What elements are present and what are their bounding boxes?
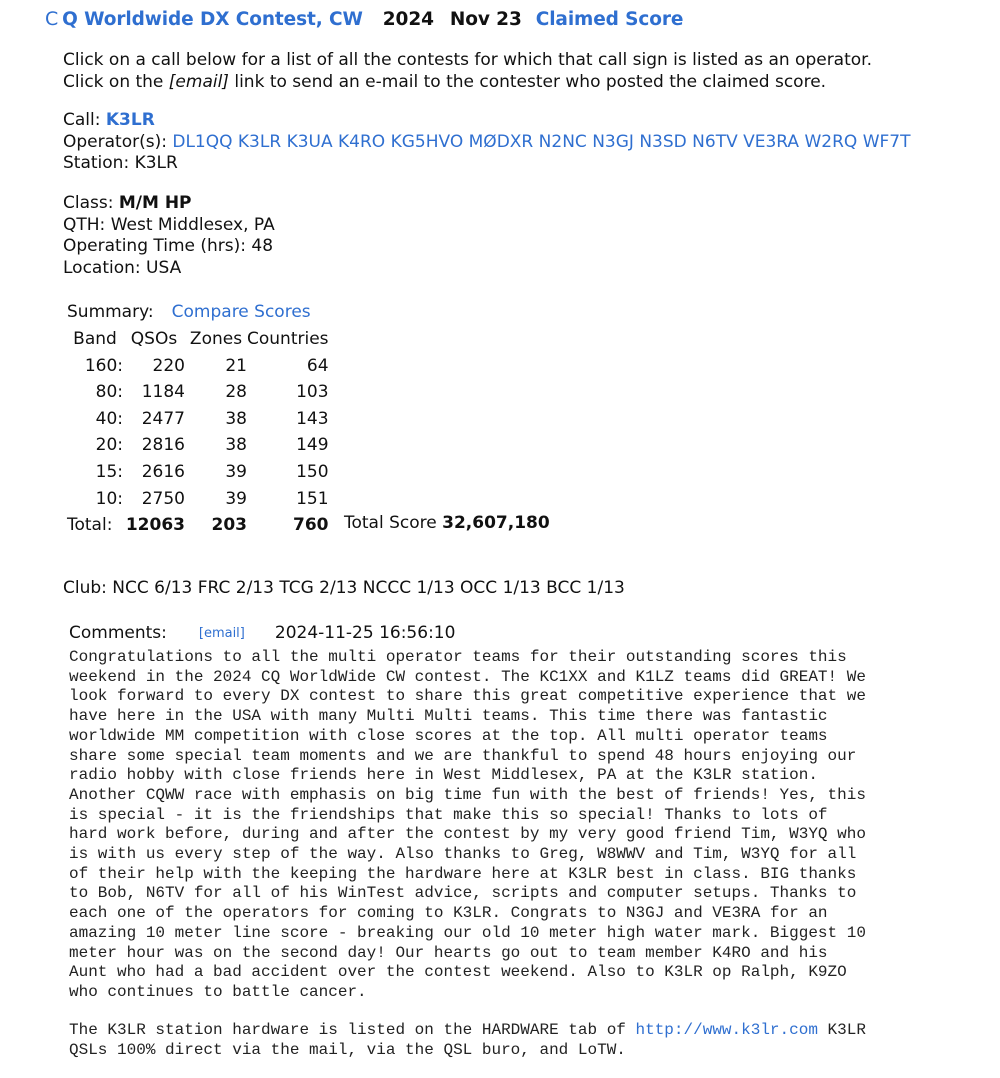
operator-link[interactable]: N3GJ [592, 131, 634, 152]
intro-line-2-post: link to send an e-mail to the contester who posted the claimed score. [228, 71, 827, 92]
qsos-cell: 2816 [141, 435, 185, 456]
zones-cell: 28 [225, 382, 247, 403]
qsos-cell: 1184 [141, 382, 185, 403]
countries-cell: 103 [296, 382, 329, 403]
zones-cell: 38 [225, 435, 247, 456]
call-label: Call: [63, 110, 106, 130]
operator-link[interactable]: VE3RA [743, 131, 800, 152]
qth-row [63, 215, 275, 237]
qsos-cell: 220 [152, 355, 185, 376]
operator-link[interactable]: K4RO [338, 131, 386, 152]
col-zones: Zones [189, 329, 243, 349]
station-label: Station: [63, 153, 135, 173]
footer-text-post: K3LR QSLs 100% direct via the mail, via the QSL buro, and LoTW. [69, 1021, 866, 1059]
operator-link[interactable]: N3SD [639, 131, 687, 152]
class-label: Class: [63, 193, 119, 213]
operators-row [63, 132, 911, 154]
operator-link[interactable]: KG5HVO [390, 131, 464, 152]
operator-link[interactable]: N6TV [692, 131, 738, 152]
operator-link[interactable]: WF7T [862, 131, 911, 152]
total-score-value: 32,607,180 [442, 513, 550, 533]
summary-header-row [67, 326, 329, 353]
station-info [63, 110, 911, 175]
summary-row [67, 379, 329, 406]
summary-total-row [67, 512, 329, 539]
summary-body [67, 353, 329, 513]
band-cell: 15: [95, 461, 123, 482]
contest-date: Nov 23 [449, 9, 522, 30]
band-cell: 40: [95, 408, 123, 429]
band-cell: 10: [95, 488, 123, 509]
zones-cell: 21 [225, 355, 247, 376]
comments-header [69, 623, 455, 643]
summary-label: Summary: [67, 302, 154, 322]
intro-line-2 [63, 72, 872, 94]
summary-row [67, 459, 329, 486]
operator-link[interactable]: MØDXR [468, 131, 534, 152]
countries-cell: 150 [296, 461, 329, 482]
intro-text [63, 50, 872, 93]
countries-cell: 149 [296, 435, 329, 456]
k3lr-website-link[interactable]: http://www.k3lr.com [635, 1021, 818, 1039]
total-label: Total: [67, 515, 113, 536]
operator-link[interactable]: K3UA [286, 131, 333, 152]
band-cell: 160: [84, 355, 123, 376]
op-time-label: Operating Time (hrs): [63, 236, 252, 256]
col-countries: Countries [247, 329, 329, 349]
total-zones: 203 [211, 515, 247, 536]
compare-scores-link[interactable]: Compare Scores [171, 302, 311, 322]
operators-label: Operator(s): [63, 131, 173, 152]
band-cell: 80: [95, 382, 123, 403]
total-score [344, 513, 550, 533]
band-cell: 20: [95, 435, 123, 456]
summary-table [67, 326, 329, 539]
qth-label: QTH: [63, 214, 111, 235]
comment-footer [69, 1021, 866, 1060]
operator-link[interactable]: N2NC [538, 131, 587, 152]
total-score-label: Total Score [344, 513, 437, 533]
comment-text: Congratulations to all the multi operator teams for their outstanding scores this weekend in the 2024 CQ WorldWide CW contest. The KC1XX and K1LZ teams did GREAT! We look forward to every DX contest to share this great competitive experience that we have here in the USA with many Multi Multi teams. This time there was fantastic worldwide MM competition with close scores at the top. All multi operator teams share some special team moments and we are thankful to spend 48 hours enjoying our radio hobby with close friends here in West Middlesex, PA at the K3LR station. Another CQWW race with emphasis on big time fun with the best of friends! Yes, this is special - it is the friendships that make this so special! Thanks to lots of hard work before, during and after the contest by my very good friend Tim, W3YQ who is with us every step of the way. Also thanks to Greg, W8WWV and Tim, W3YQ for all of their help with the keeping the hardware here at K3LR best in class. BIG thanks to Bob, N6TV for all of his WinTest advice, scripts and computer setups. Thanks to each one of the operators for coming to K3LR. Congrats to N3GJ and VE3RA for an amazing 10 meter line score - breaking our old 10 meter high water mark. Biggest 10 meter hour was on the second day! Our hearts go out to team member K4RO and his Aunt who had a bad accident over the contest weekend. Also to K3LR op Ralph, K9ZO who continues to battle cancer. [69, 648, 866, 1001]
location-row [63, 258, 275, 280]
summary-title-row [67, 300, 329, 324]
page-header [45, 8, 683, 30]
intro-line-2-pre: Click on the [63, 71, 169, 92]
call-row [63, 110, 911, 132]
op-time-row [63, 236, 275, 258]
class-info [63, 193, 275, 279]
intro-line-1: Click on a call below for a list of all the contests for which that call sign is listed as an operator. [63, 50, 873, 70]
summary-section [67, 300, 329, 539]
zones-cell: 38 [225, 408, 247, 429]
total-qsos: 12063 [125, 515, 185, 536]
qsos-cell: 2477 [141, 408, 185, 429]
intro-email-ref: [email] [168, 71, 229, 92]
qsos-cell: 2616 [141, 461, 185, 482]
class-value: M/M HP [118, 193, 192, 213]
comments-label: Comments: [69, 623, 167, 643]
operator-link[interactable]: DL1QQ [172, 131, 233, 152]
countries-cell: 143 [296, 408, 329, 429]
footer-text-pre: The K3LR station hardware is listed on the HARDWARE tab of [69, 1021, 636, 1039]
countries-cell: 151 [296, 488, 329, 509]
summary-row [67, 486, 329, 513]
operators-list [172, 132, 910, 152]
email-link[interactable]: [email] [198, 626, 245, 641]
location-value: USA [146, 257, 182, 278]
class-row [63, 193, 275, 215]
comment-timestamp: 2024-11-25 16:56:10 [274, 623, 456, 643]
location-label: Location: [63, 257, 147, 278]
countries-cell: 64 [306, 355, 329, 376]
summary-row [67, 432, 329, 459]
total-countries: 760 [293, 515, 329, 536]
zones-cell: 39 [225, 461, 247, 482]
header-mark: C [45, 8, 59, 30]
summary-row [67, 406, 329, 433]
qth-value: West Middlesex, PA [110, 214, 275, 235]
contest-year: 2024 [382, 9, 434, 30]
col-band: Band [73, 329, 117, 349]
qsos-cell: 2750 [141, 488, 185, 509]
operator-link[interactable]: W2RQ [804, 131, 858, 152]
op-time-value: 48 [251, 236, 274, 256]
call-sign-link[interactable]: K3LR [105, 110, 155, 130]
claimed-score-link[interactable]: Claimed Score [535, 9, 684, 30]
station-value: K3LR [134, 153, 178, 173]
station-row [63, 153, 911, 175]
zones-cell: 39 [225, 488, 247, 509]
operator-link[interactable]: K3LR [237, 131, 282, 152]
col-qsos: QSOs [130, 329, 178, 349]
contest-title-link[interactable]: Q Worldwide DX Contest, CW [62, 9, 363, 30]
summary-row [67, 353, 329, 380]
club-line: Club: NCC 6/13 FRC 2/13 TCG 2/13 NCCC 1/13 OCC 1/13 BCC 1/13 [63, 578, 625, 598]
